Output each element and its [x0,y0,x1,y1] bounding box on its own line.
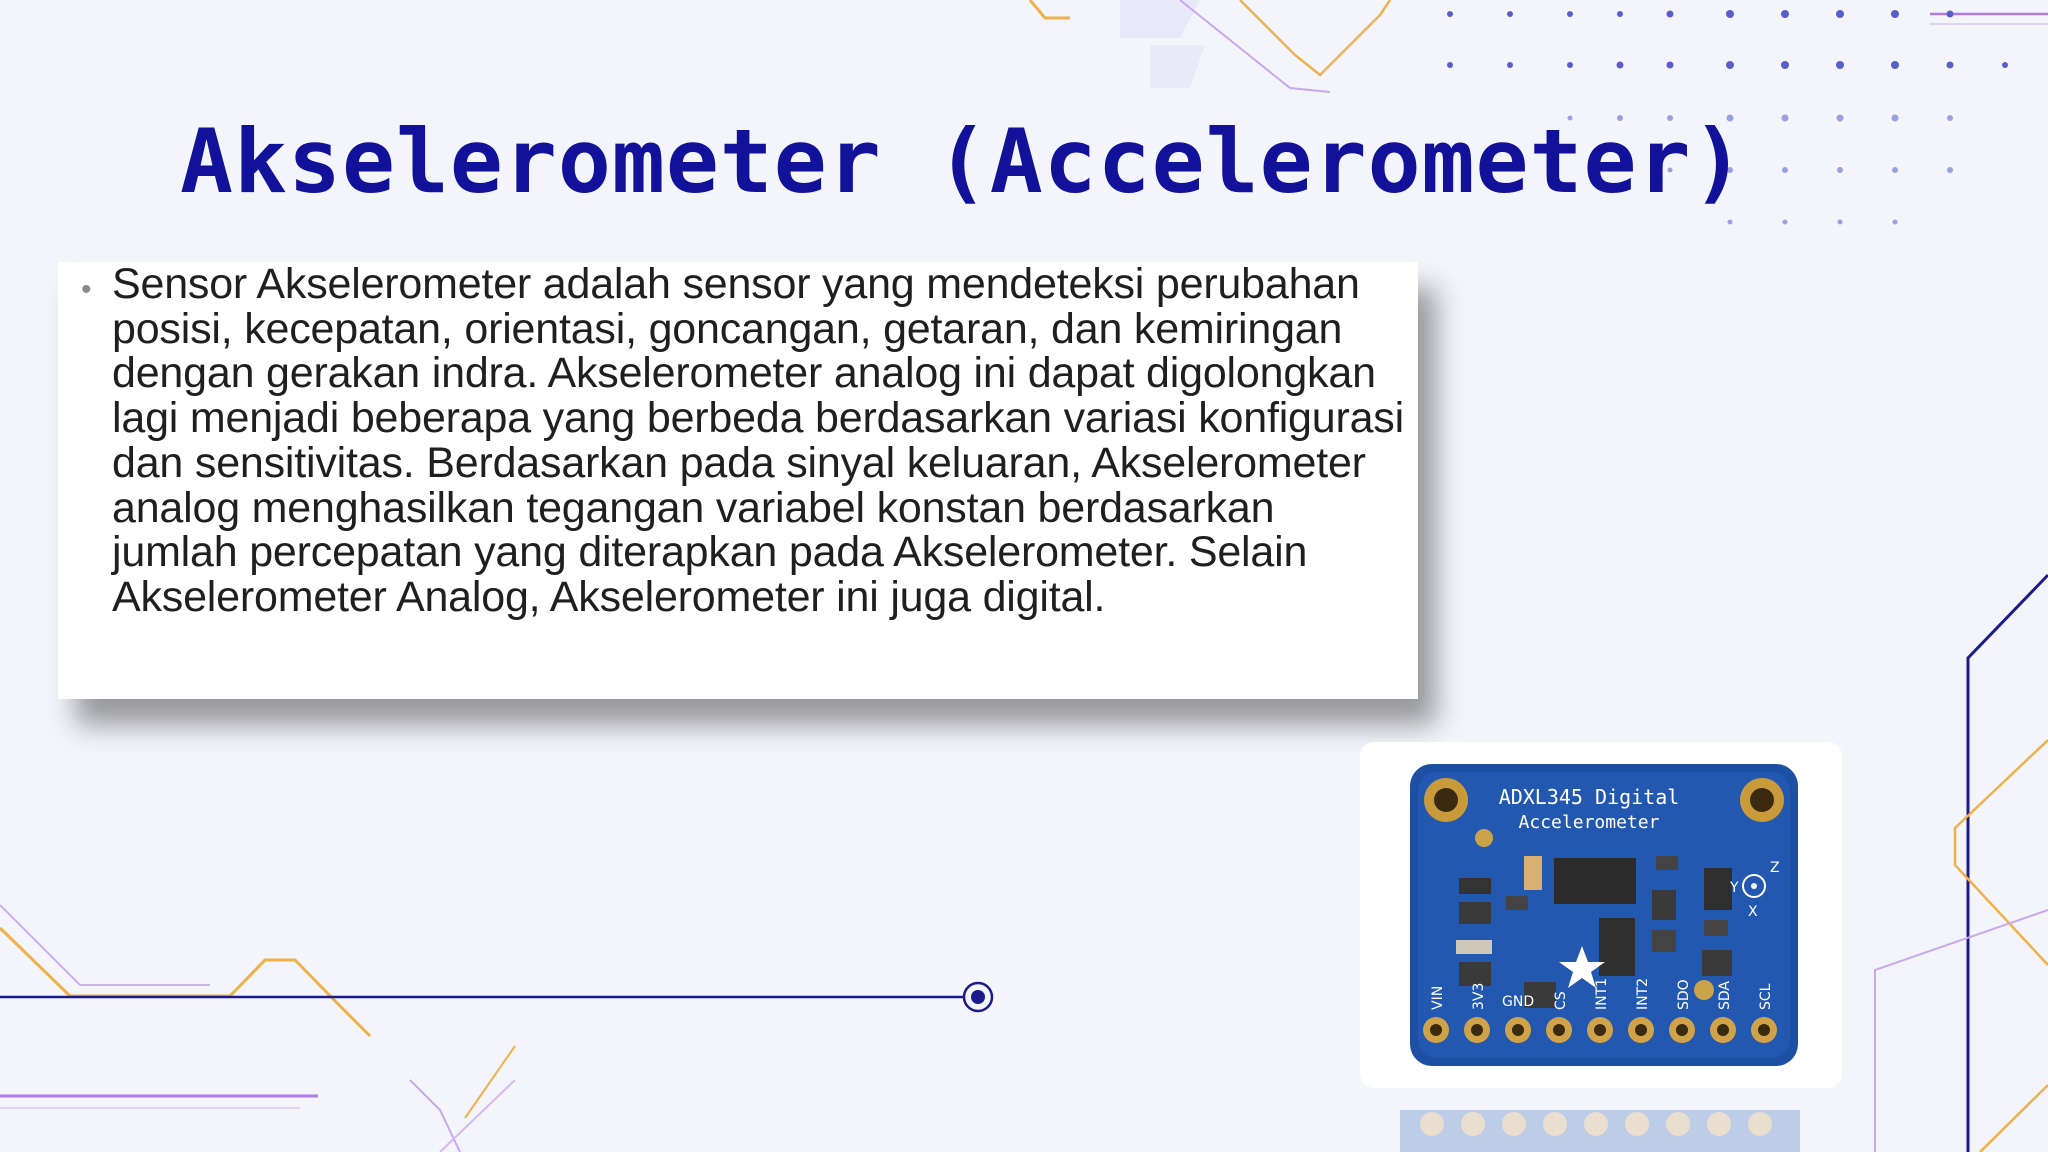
accelerometer-board-image [1404,760,1804,1070]
pin-label-cs: CS [1553,991,1569,1010]
board-reflection [1400,1110,1800,1152]
body-paragraph: Sensor Akselerometer adalah sensor yang mendeteksi perubahan posisi, kecepatan, orientasi, goncangan, getaran, dan kemiringan dengan gerakan indra. Akselerometer analog ini dapat digolongkan lagi menjadi beberapa yang berbeda berdasarkan variasi konfigurasi dan sensitivitas. Berdasarkan pada sinyal keluaran, Akselerometer analog menghasilkan tegangan variabel konstan berdasarkan jumlah percepatan yang diterapkan pada Akselerometer. Selain Akselerometer Analog, Akselerometer ini juga digital. [112,260,1404,621]
pin-label-int2: INT2 [1635,977,1651,1010]
pin-label-gnd: GND [1502,994,1535,1010]
pin-label-scl: SCL [1758,983,1774,1010]
text-panel [58,262,1418,699]
pin-label-sda: SDA [1717,981,1733,1010]
pin-label-3v3: 3V3 [1471,982,1487,1010]
board-label-line2: Accelerometer [1518,812,1660,833]
axis-label-x: X [1748,904,1758,920]
bullet-icon: • [81,273,92,306]
axis-label-z: Z [1770,860,1780,876]
accelerometer-photo [1360,742,1842,1088]
slide-title: Akselerometer (Accelerometer) [180,110,1746,213]
pin-label-int1: INT1 [1594,977,1610,1010]
board-label-line1: ADXL345 Digital [1498,785,1680,809]
axis-label-y: Y [1730,880,1739,896]
pin-label-vin: VIN [1430,985,1446,1010]
pin-label-sdo: SDO [1676,979,1692,1010]
